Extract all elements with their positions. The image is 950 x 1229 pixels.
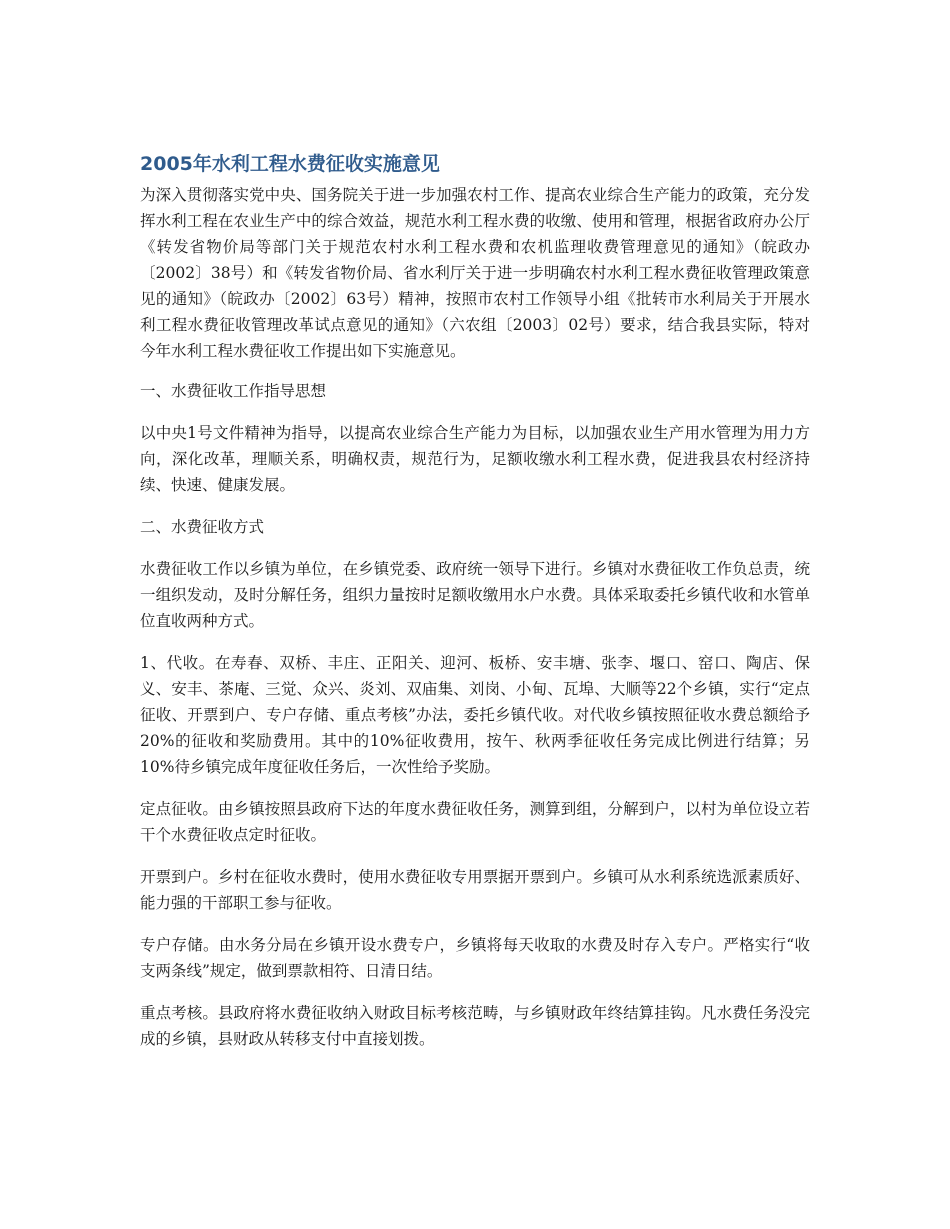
agency-collection-paragraph: 1、代收。在寿春、双桥、丰庄、正阳关、迎河、板桥、安丰塘、张李、堰口、窑口、陶店、保义、安丰、茶庵、三觉、众兴、炎刘、双庙集、刘岗、小甸、瓦埠、大顺等22个乡镇，实行“定点征收、开票到户、专户存储、重点考核”办法，委托乡镇代收。对代收乡镇按照征收水费总额给予20%的征收和奖励费用。其中的10%征收费用，按午、秋两季征收任务完成比例进行结算；另10%待乡镇完成年度征收任务后，一次性给予奖励。 (140, 654, 810, 776)
key-assessment-paragraph: 重点考核。县政府将水费征收纳入财政目标考核范畴，与乡镇财政年终结算挂钩。凡水费任务没完成的乡镇，县财政从转移支付中直接划拨。 (140, 1004, 810, 1048)
fixed-point-collection-paragraph: 定点征收。由乡镇按照县政府下达的年度水费征收任务，测算到组，分解到户，以村为单位设立若干个水费征收点定时征收。 (140, 800, 810, 844)
section-heading-guiding-ideology: 一、水费征收工作指导思想 (140, 382, 327, 400)
guiding-ideology-paragraph: 以中央1号文件精神为指导，以提高农业综合生产能力为目标，以加强农业生产用水管理为用力方向，深化改革，理顺关系，明确权责，规范行为，足额收缴水利工程水费，促进我县农村经济持续、快速、健康发展。 (140, 424, 810, 494)
document-page (140, 150, 810, 1068)
dedicated-account-paragraph: 专户存储。由水务分局在乡镇开设水费专户，乡镇将每天收取的水费及时存入专户。严格实行“收支两条线”规定，做到票款相符、日清日结。 (140, 936, 810, 980)
invoice-to-household-paragraph: 开票到户。乡村在征收水费时，使用水费征收专用票据开票到户。乡镇可从水利系统选派素质好、能力强的干部职工参与征收。 (140, 868, 810, 912)
intro-paragraph: 为深入贯彻落实党中央、国务院关于进一步加强农村工作、提高农业综合生产能力的政策，充分发挥水利工程在农业生产中的综合效益，规范水利工程水费的收缴、使用和管理，根据省政府办公厅《转发省物价局等部门关于规范农村水利工程水费和农机监理收费管理意见的通知》（皖政办〔2002〕38号）和《转发省物价局、省水利厅关于进一步明确农村水利工程水费征收管理政策意见的通知》（皖政办〔2002〕63号）精神，按照市农村工作领导小组《批转市水利局关于开展水利工程水费征收管理改革试点意见的通知》（六农组〔2003〕02号）要求，结合我县实际，特对今年水利工程水费征收工作提出如下实施意见。 (140, 186, 810, 360)
document-title: 2005年水利工程水费征收实施意见 (140, 153, 440, 175)
collection-method-paragraph: 水费征收工作以乡镇为单位，在乡镇党委、政府统一领导下进行。乡镇对水费征收工作负总责，统一组织发动，及时分解任务，组织力量按时足额收缴用水户水费。具体采取委托乡镇代收和水管单位直收两种方式。 (140, 560, 810, 630)
section-heading-collection-method: 二、水费征收方式 (140, 518, 265, 536)
